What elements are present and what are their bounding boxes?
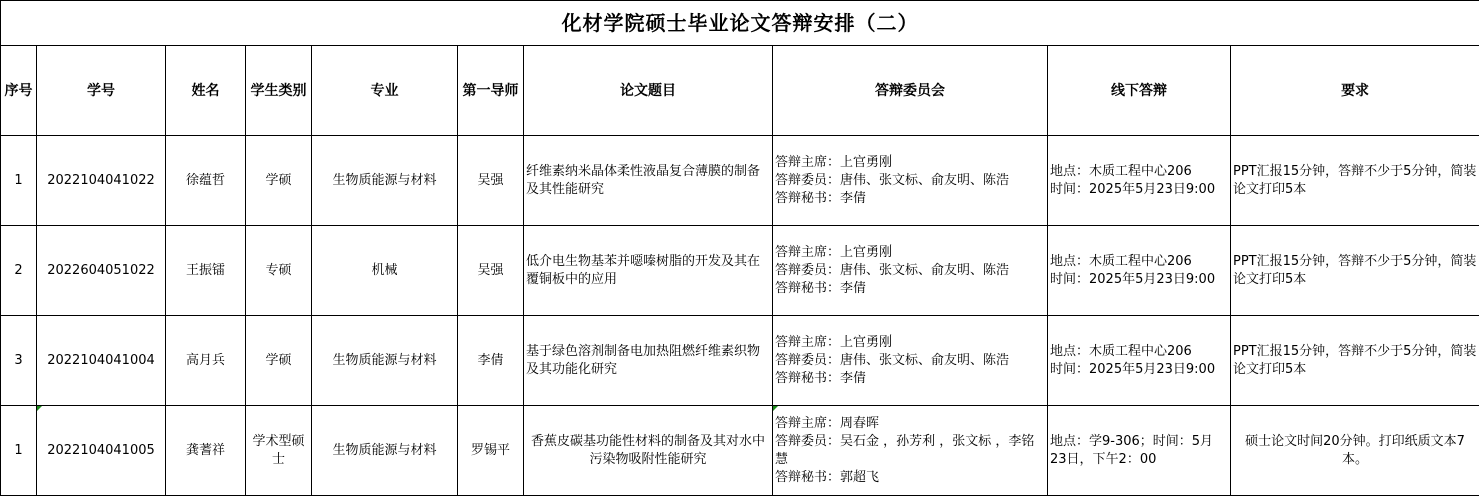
header-major[interactable]: 专业	[312, 46, 458, 136]
table-row	[1, 136, 1479, 226]
cell-seq[interactable]: 1	[1, 406, 37, 496]
cell-major[interactable]: 生物质能源与材料	[312, 316, 458, 406]
header-seq[interactable]: 序号	[1, 46, 37, 136]
cell-name[interactable]: 徐蕴哲	[166, 136, 246, 226]
committee-members: 答辩委员：吴石金 ，孙芳利 ，张文标 ，李铭慧	[775, 433, 1035, 467]
cell-thesis-title[interactable]: 纤维素纳米晶体柔性液晶复合薄膜的制备及其性能研究	[524, 136, 773, 226]
cell-advisor[interactable]: 吴强	[458, 136, 524, 226]
committee-members: 答辩委员：唐伟、张文标、俞友明、陈浩	[775, 262, 1010, 278]
committee-secretary: 答辩秘书：郭超飞	[775, 469, 880, 485]
cell-requirements[interactable]: PPT汇报15分钟，答辩不少于5分钟，简装论文打印5本	[1231, 226, 1479, 316]
cell-name[interactable]: 王振镭	[166, 226, 246, 316]
cell-requirements[interactable]: 硕士论文时间20分钟。打印纸质文本7本。	[1231, 406, 1479, 496]
header-name[interactable]: 姓名	[166, 46, 246, 136]
table-row	[1, 406, 1479, 496]
committee-secretary: 答辩秘书：李倩	[775, 280, 867, 296]
cell-committee[interactable]	[773, 136, 1048, 226]
cell-seq[interactable]: 2	[1, 226, 37, 316]
header-requirements[interactable]: 要求	[1231, 46, 1479, 136]
header-row	[1, 46, 1479, 136]
cell-thesis-title[interactable]: 低介电生物基苯并噁嗪树脂的开发及其在覆铜板中的应用	[524, 226, 773, 316]
committee-members: 答辩委员：唐伟、张文标、俞友明、陈浩	[775, 172, 1010, 188]
table-row	[1, 226, 1479, 316]
header-student-id[interactable]: 学号	[37, 46, 166, 136]
cell-student-id[interactable]: 2022104041005	[37, 406, 166, 496]
cell-offline-defense[interactable]	[1048, 136, 1231, 226]
committee-chair: 答辩主席：上官勇刚	[775, 154, 893, 170]
cell-major[interactable]: 机械	[312, 226, 458, 316]
cell-name[interactable]: 龚蓍祥	[166, 406, 246, 496]
table-row	[1, 316, 1479, 406]
committee-chair: 答辩主席：周春晖	[775, 415, 880, 431]
header-thesis-title[interactable]: 论文题目	[524, 46, 773, 136]
defense-time: 时间：2025年5月23日9:00	[1050, 181, 1216, 197]
cell-student-id[interactable]: 2022104041022	[37, 136, 166, 226]
cell-major[interactable]: 生物质能源与材料	[312, 406, 458, 496]
cell-advisor[interactable]: 吴强	[458, 226, 524, 316]
cell-committee[interactable]	[773, 406, 1048, 496]
committee-members: 答辩委员：唐伟、张文标、俞友明、陈浩	[775, 352, 1010, 368]
defense-location: 地点：木质工程中心206	[1050, 343, 1192, 359]
committee-chair: 答辩主席：上官勇刚	[775, 334, 893, 350]
cell-advisor[interactable]: 李倩	[458, 316, 524, 406]
header-offline-defense[interactable]: 线下答辩	[1048, 46, 1231, 136]
cell-student-id[interactable]: 2022104041004	[37, 316, 166, 406]
defense-location: 地点：木质工程中心206	[1050, 253, 1192, 269]
cell-name[interactable]: 高月兵	[166, 316, 246, 406]
header-committee[interactable]: 答辩委员会	[773, 46, 1048, 136]
cell-requirements[interactable]: PPT汇报15分钟，答辩不少于5分钟，简装论文打印5本	[1231, 136, 1479, 226]
cell-student-type[interactable]: 专硕	[246, 226, 312, 316]
cell-seq[interactable]: 1	[1, 136, 37, 226]
defense-location-time: 地点：学9-306；时间：5月23日，下午2：00	[1050, 433, 1214, 467]
cell-committee[interactable]	[773, 316, 1048, 406]
defense-time: 时间：2025年5月23日9:00	[1050, 271, 1216, 287]
cell-thesis-title[interactable]: 基于绿色溶剂制备电加热阻燃纤维素织物及其功能化研究	[524, 316, 773, 406]
cell-thesis-title[interactable]: 香蕉皮碳基功能性材料的制备及其对水中污染物吸附性能研究	[524, 406, 773, 496]
header-student-type[interactable]: 学生类别	[246, 46, 312, 136]
cell-offline-defense[interactable]	[1048, 226, 1231, 316]
cell-offline-defense[interactable]	[1048, 406, 1231, 496]
cell-seq[interactable]: 3	[1, 316, 37, 406]
header-advisor[interactable]: 第一导师	[458, 46, 524, 136]
cell-student-id[interactable]: 2022604051022	[37, 226, 166, 316]
cell-major[interactable]: 生物质能源与材料	[312, 136, 458, 226]
committee-secretary: 答辩秘书：李倩	[775, 190, 867, 206]
cell-requirements[interactable]: PPT汇报15分钟，答辩不少于5分钟，简装论文打印5本	[1231, 316, 1479, 406]
cell-student-type[interactable]: 学硕	[246, 316, 312, 406]
defense-location: 地点：木质工程中心206	[1050, 163, 1192, 179]
cell-student-type[interactable]: 学硕	[246, 136, 312, 226]
cell-student-type[interactable]: 学术型硕士	[246, 406, 312, 496]
cell-committee[interactable]	[773, 226, 1048, 316]
sheet-title[interactable]: 化材学院硕士毕业论文答辩安排（二）	[1, 1, 1479, 46]
committee-chair: 答辩主席：上官勇刚	[775, 244, 893, 260]
cell-advisor[interactable]: 罗锡平	[458, 406, 524, 496]
defense-time: 时间：2025年5月23日9:00	[1050, 361, 1216, 377]
committee-secretary: 答辩秘书：李倩	[775, 370, 867, 386]
cell-offline-defense[interactable]	[1048, 316, 1231, 406]
